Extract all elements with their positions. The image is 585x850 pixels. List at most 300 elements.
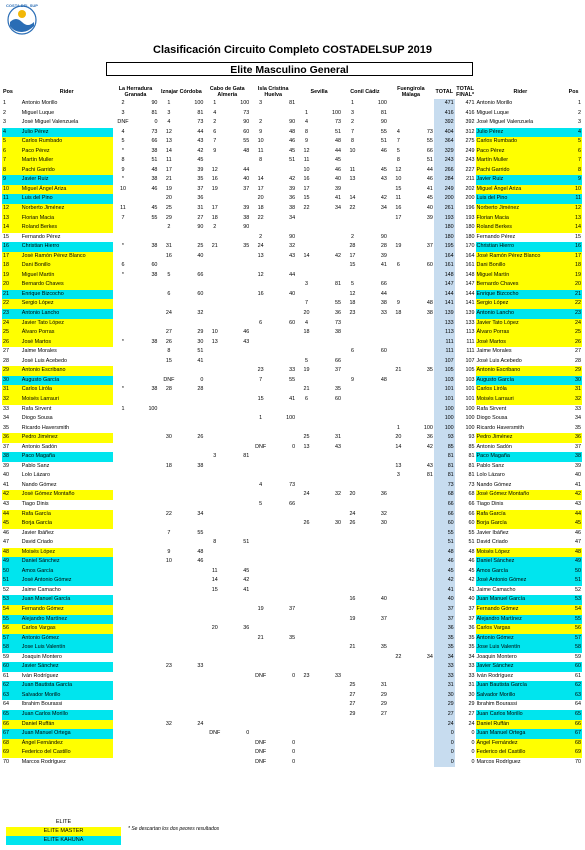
table-row: [2, 233, 582, 243]
race-points: 35: [243, 243, 250, 250]
race-place: 15: [395, 185, 402, 192]
race-place: [296, 595, 317, 605]
race-points: 55: [335, 300, 342, 307]
race-points: 45: [243, 567, 250, 574]
race-points: 55: [243, 138, 250, 145]
race-points: [179, 366, 204, 376]
race-place: 17: [165, 166, 172, 173]
row-rider: Marcos Rodríguez: [21, 758, 66, 765]
race-place: [342, 567, 363, 577]
race-points: [271, 529, 296, 539]
race-points: [363, 319, 388, 329]
table-row: [2, 729, 582, 739]
race-points: [363, 672, 388, 682]
race-points: 73: [151, 128, 158, 135]
row-total: 29: [434, 700, 455, 710]
race-place: 1: [396, 424, 400, 431]
row-pos: 19: [2, 271, 21, 281]
race-place: [296, 376, 317, 386]
race-points: [409, 481, 434, 491]
table-row: [2, 319, 582, 329]
row-rider-2: Jaime Camacho: [476, 586, 516, 593]
row-pos-2: 10: [565, 185, 582, 195]
race-place: [250, 490, 271, 500]
row-total-final: 0: [471, 739, 475, 746]
race-points: 81: [380, 109, 387, 116]
race-place: [388, 109, 409, 119]
row-pos-2: 13: [565, 214, 582, 224]
race-place: [296, 653, 317, 663]
race-place: [296, 405, 317, 415]
race-points: [133, 729, 158, 739]
race-points: 43: [380, 176, 387, 183]
race-points: [363, 452, 388, 462]
race-points: 60: [243, 128, 250, 135]
race-place: [388, 290, 409, 300]
row-total-final: 36: [468, 625, 475, 632]
race-points: 35: [426, 367, 433, 374]
race-points: 33: [335, 672, 342, 679]
race-points: [225, 519, 250, 529]
race-place: [388, 319, 409, 329]
race-points: 45: [289, 147, 296, 154]
table-row: [2, 653, 582, 663]
race-place: [388, 519, 409, 529]
race-points: [363, 748, 388, 758]
race-place: 20: [349, 491, 356, 498]
race-place: [113, 328, 134, 338]
race-place: *: [121, 386, 125, 393]
race-points: [409, 615, 434, 625]
race-place: [342, 328, 363, 338]
row-pos: 33: [3, 405, 9, 412]
race-points: 90: [289, 119, 296, 126]
row-total: 111: [434, 347, 455, 357]
table-row: [2, 405, 582, 415]
race-place: [204, 548, 225, 558]
legend-elite-master: ELITE MASTER: [6, 827, 121, 836]
race-points: [225, 700, 250, 710]
race-place: [388, 99, 409, 109]
row-pos-2: 46: [575, 529, 581, 536]
race-points: [317, 347, 342, 357]
race-points: [317, 481, 342, 491]
race-points: [409, 595, 434, 605]
row-pos-2: 70: [575, 758, 581, 765]
row-rider: Pedro Jiménez: [21, 433, 113, 443]
race-place: [113, 605, 134, 615]
race-points: [363, 433, 388, 443]
row-pos: 1: [3, 100, 6, 106]
race-place: [296, 347, 317, 357]
race-points: [317, 624, 342, 634]
row-rider-2: Ángel Fernández: [476, 739, 566, 749]
race-place: 22: [303, 205, 310, 212]
table-header: [2, 84, 582, 99]
race-points: [363, 185, 388, 195]
race-place: 18: [349, 300, 356, 307]
race-points: [363, 576, 388, 586]
race-place: [113, 567, 134, 577]
race-points: [409, 510, 434, 520]
race-points: 81: [426, 472, 433, 479]
race-points: 66: [289, 500, 296, 507]
row-rider-2: Pedro Jiménez: [476, 433, 566, 443]
race-place: 9: [259, 128, 263, 135]
row-total-final: 100: [465, 424, 475, 431]
race-points: [409, 223, 434, 233]
row-total-final: 81: [468, 472, 475, 479]
race-points: 41: [243, 586, 250, 593]
race-place: [250, 548, 271, 558]
race-points: 35: [380, 644, 387, 651]
race-place: [342, 529, 363, 539]
race-points: [179, 299, 204, 309]
row-pos-2: 47: [575, 539, 581, 546]
row-total-final: 73: [468, 481, 475, 488]
row-pos-2: 22: [565, 299, 582, 309]
race-points: [317, 643, 342, 653]
race-place: [296, 424, 317, 434]
row-rider: Augusto García: [21, 376, 113, 386]
race-place: 15: [257, 395, 264, 402]
row-pos-2: 27: [575, 348, 581, 355]
race-points: [317, 424, 342, 434]
race-place: [158, 700, 179, 710]
row-pos: 22: [2, 299, 21, 309]
race-points: [271, 280, 296, 290]
row-pos-2: 9: [565, 175, 582, 185]
row-rider-2: Paco Magaña: [476, 452, 566, 462]
race-points: [409, 280, 434, 290]
race-place: 21: [257, 634, 264, 641]
race-place: [388, 280, 409, 290]
race-place: 17: [211, 205, 218, 212]
race-points: 90: [289, 233, 296, 240]
race-place: [296, 290, 317, 300]
race-place: DNF: [255, 443, 267, 450]
row-total: 0: [434, 748, 455, 758]
race-place: [296, 242, 317, 252]
race-place: *: [121, 243, 125, 250]
row-rider-2: Carlos Rumbado: [476, 137, 566, 147]
row-total: 107: [434, 357, 455, 367]
header-race-6: Conil Cádiz: [350, 88, 380, 95]
race-place: [342, 576, 363, 586]
race-place: 15: [165, 357, 172, 364]
row-rider-2: Paco Pérez: [476, 147, 566, 157]
race-points: 30: [380, 520, 387, 527]
race-points: [409, 700, 434, 710]
table-row: [2, 538, 582, 548]
race-points: [363, 548, 388, 558]
race-points: [225, 347, 250, 357]
row-total: 37: [434, 615, 455, 625]
race-points: [133, 347, 158, 357]
race-place: [296, 500, 317, 510]
row-pos-2: 26: [565, 338, 582, 348]
race-place: 21: [395, 367, 402, 374]
race-points: [179, 261, 204, 271]
race-points: 42: [197, 147, 204, 154]
race-place: [388, 223, 409, 233]
race-points: [271, 452, 296, 462]
race-place: [204, 634, 225, 644]
race-place: [158, 567, 179, 577]
race-place: [204, 672, 225, 682]
race-points: [317, 710, 342, 720]
table-row: [2, 185, 582, 195]
race-place: [158, 414, 179, 424]
race-place: [158, 299, 179, 309]
race-points: [363, 223, 388, 233]
race-points: [409, 729, 434, 739]
race-place: [296, 471, 317, 481]
race-points: [133, 576, 158, 586]
race-place: 2: [167, 224, 171, 231]
race-place: [113, 280, 134, 290]
table-row: [2, 347, 582, 357]
race-place: [250, 462, 271, 472]
table-row: [2, 99, 582, 109]
row-pos-2: 17: [565, 252, 582, 262]
table-row: [2, 634, 582, 644]
header-race-4: Isla Cristina Huelva: [257, 85, 289, 98]
race-points: 0: [292, 443, 296, 450]
race-points: 46: [335, 166, 342, 173]
race-points: [363, 662, 388, 672]
race-place: 21: [211, 243, 218, 250]
row-total: 40: [434, 595, 455, 605]
race-points: [179, 605, 204, 615]
row-pos-2: 29: [565, 366, 582, 376]
race-points: [271, 223, 296, 233]
race-place: [296, 271, 317, 281]
table-row: [2, 309, 582, 319]
race-points: [133, 328, 158, 338]
race-place: 27: [349, 691, 356, 698]
table-row: [2, 223, 582, 233]
race-place: [342, 557, 363, 567]
race-place: 22: [165, 510, 172, 517]
header-rider-2: Rider: [513, 88, 528, 95]
row-total: 161: [434, 261, 455, 271]
row-rider: Alejandro Martínez: [21, 615, 113, 625]
race-points: [225, 233, 250, 243]
race-points: [225, 156, 250, 166]
race-points: [363, 605, 388, 615]
race-place: *: [121, 176, 125, 183]
row-total-final: 211: [465, 176, 475, 183]
race-place: [204, 739, 225, 749]
race-points: [271, 357, 296, 367]
race-points: 48: [151, 166, 158, 173]
race-place: [342, 271, 363, 281]
race-points: [363, 634, 388, 644]
race-place: DNF: [209, 730, 221, 737]
race-place: [250, 433, 271, 443]
race-place: 9: [167, 548, 171, 555]
race-points: 90: [380, 119, 387, 126]
race-points: [271, 643, 296, 653]
race-points: 32: [380, 510, 387, 517]
row-pos-2: 38: [565, 452, 582, 462]
row-total: 55: [434, 529, 455, 539]
race-place: [113, 691, 134, 701]
race-points: [363, 538, 388, 548]
race-points: [133, 376, 158, 386]
race-place: [204, 720, 225, 730]
race-points: 40: [426, 205, 433, 212]
race-points: [133, 424, 158, 434]
table-row: [2, 519, 582, 529]
race-place: [113, 366, 134, 376]
race-points: [225, 252, 250, 262]
row-rider: Antonio Escribano: [21, 366, 113, 376]
race-place: 4: [121, 128, 125, 135]
table-row: [2, 471, 582, 481]
row-total-final: 133: [465, 319, 475, 326]
row-rider-2: Sergio López: [476, 299, 566, 309]
race-place: [158, 681, 179, 691]
race-points: [363, 529, 388, 539]
race-points: [225, 376, 250, 386]
race-place: [113, 233, 134, 243]
row-pos-2: 8: [565, 166, 582, 176]
race-place: 7: [259, 376, 263, 383]
race-place: 9: [213, 147, 217, 154]
race-place: *: [121, 147, 125, 154]
row-rider: Carlos Liróla: [21, 385, 113, 395]
race-place: [388, 720, 409, 730]
table-row: [2, 605, 582, 615]
race-points: 36: [335, 310, 342, 317]
race-points: [317, 739, 342, 749]
row-rider: Rafa Sirvent: [21, 405, 52, 412]
race-points: [409, 290, 434, 300]
race-points: 42: [289, 176, 296, 183]
race-points: [317, 233, 342, 243]
race-points: [317, 615, 342, 625]
row-rider: Juan Manuel Ortega: [21, 729, 113, 739]
race-points: [271, 433, 296, 443]
row-rider-2: Salvador Morillo: [476, 691, 566, 701]
race-place: [113, 414, 134, 424]
race-place: [113, 490, 134, 500]
race-place: [158, 710, 179, 720]
race-points: [225, 748, 250, 758]
race-place: [158, 691, 179, 701]
race-place: [342, 319, 363, 329]
row-rider-2: Daniel Ruffán: [476, 720, 566, 730]
race-place: [388, 500, 409, 510]
row-pos-2: 35: [575, 424, 581, 431]
race-points: [271, 653, 296, 663]
race-place: 24: [303, 491, 310, 498]
race-points: 38: [151, 176, 158, 183]
row-pos-2: 15: [575, 233, 581, 240]
race-points: [225, 548, 250, 558]
race-place: [204, 615, 225, 625]
table-row: [2, 672, 582, 682]
race-place: 11: [257, 147, 264, 154]
row-rider-2: Antonio Escribano: [476, 366, 566, 376]
row-pos: 17: [2, 252, 21, 262]
row-rider: Enrique Bizcocho: [21, 290, 113, 300]
race-place: [342, 443, 363, 453]
race-place: 10: [119, 185, 126, 192]
row-total-final: 37: [468, 615, 475, 622]
row-pos-2: 1: [578, 100, 581, 106]
race-place: 25: [165, 205, 172, 212]
row-pos: 45: [2, 519, 21, 529]
race-place: [158, 424, 179, 434]
race-points: 41: [289, 395, 296, 402]
race-points: [317, 595, 342, 605]
race-place: 26: [165, 338, 172, 345]
table-row: [2, 147, 582, 157]
row-total-final: 24: [468, 720, 475, 727]
race-place: 9: [350, 376, 354, 383]
race-points: [409, 109, 434, 119]
row-rider: Jaime Morales: [21, 348, 57, 355]
race-points: 46: [289, 138, 296, 145]
race-points: [225, 319, 250, 329]
race-place: 20: [165, 195, 172, 202]
race-place: [388, 758, 409, 768]
race-place: 14: [349, 195, 356, 202]
row-pos: 16: [2, 242, 21, 252]
table-row: [2, 691, 582, 701]
row-total-final: 139: [465, 310, 475, 317]
race-points: [179, 634, 204, 644]
race-place: 2: [350, 119, 354, 126]
row-rider-2: Antonio Morillo: [476, 100, 513, 106]
race-place: [158, 729, 179, 739]
race-points: 90: [243, 224, 250, 231]
race-points: 0: [292, 758, 296, 765]
row-rider-2: Federico del Castillo: [476, 748, 566, 758]
race-place: [296, 624, 317, 634]
race-place: 8: [259, 157, 263, 164]
race-place: [250, 567, 271, 577]
race-points: 51: [426, 157, 433, 164]
race-points: 55: [151, 214, 158, 221]
row-pos: 42: [2, 490, 21, 500]
race-place: [296, 261, 317, 271]
table-row: [2, 567, 582, 577]
race-points: [409, 319, 434, 329]
race-points: [317, 729, 342, 739]
row-rider: Juan Carlos Morillo: [21, 710, 113, 720]
race-points: 29: [380, 691, 387, 698]
race-place: [388, 481, 409, 491]
race-points: 100: [148, 405, 158, 412]
race-place: 22: [395, 653, 402, 660]
race-place: 17: [257, 185, 264, 192]
race-points: 100: [286, 415, 296, 422]
race-points: [225, 385, 250, 395]
race-place: [204, 462, 225, 472]
race-points: 37: [380, 615, 387, 622]
race-points: [179, 691, 204, 701]
table-row: [2, 194, 582, 204]
race-place: [388, 347, 409, 357]
row-pos-2: 65: [565, 710, 582, 720]
race-points: 44: [380, 290, 387, 297]
race-points: [409, 500, 434, 510]
row-rider-2: José Martos: [476, 338, 566, 348]
